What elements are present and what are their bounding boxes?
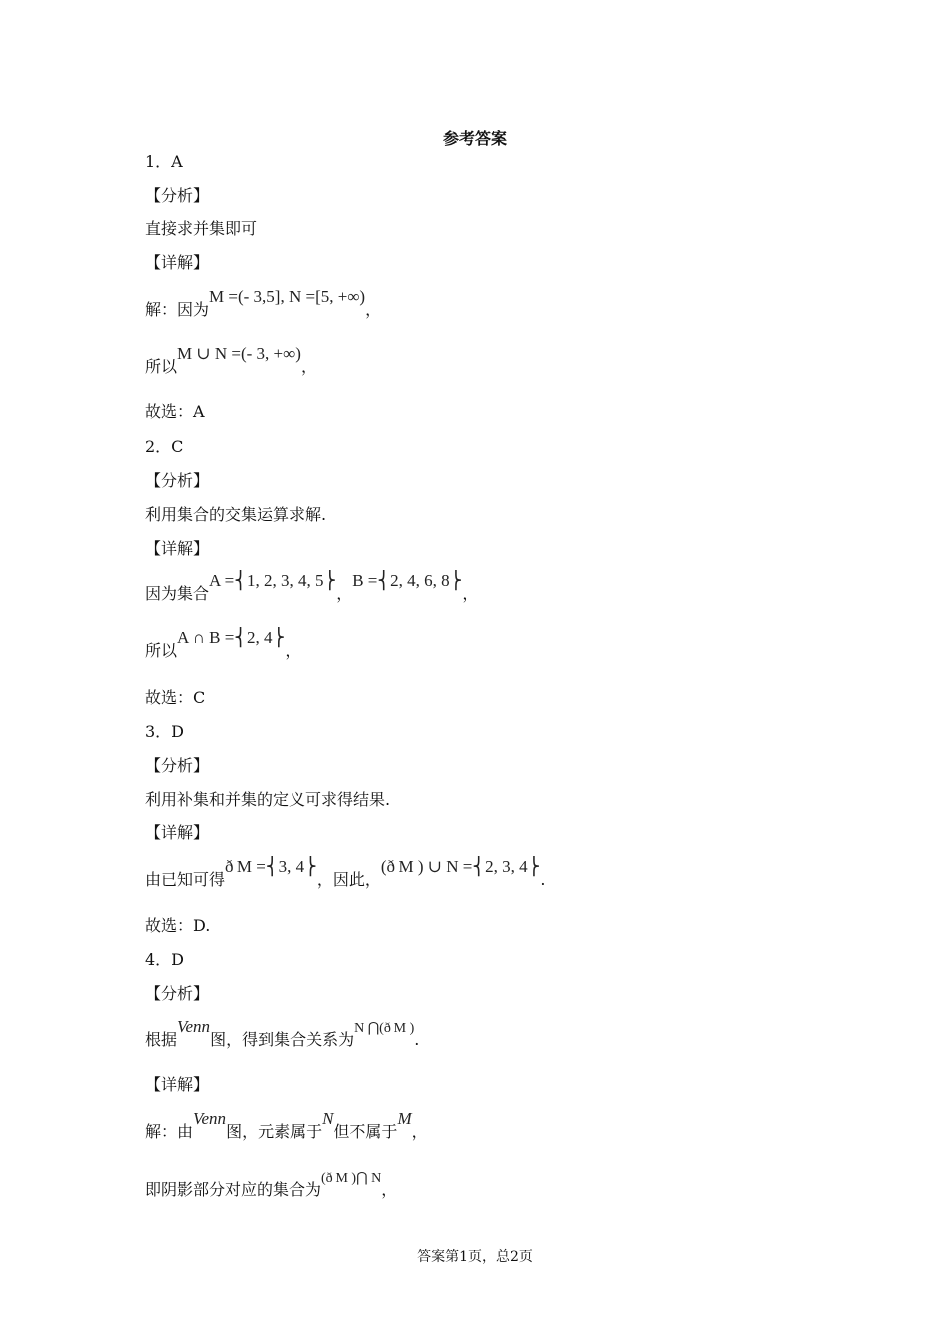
q4-detail-line1 [145, 1109, 428, 1142]
q3-l1-suffix: . [540, 870, 546, 889]
q1-detail-line1 [145, 287, 382, 320]
q4-l1-suffix: ， [411, 1122, 428, 1141]
q1-l2-suffix: ， [300, 357, 317, 376]
q4-analysis-head: 【分析】 [145, 984, 210, 1003]
q3-l1-mid: ，因此， [316, 870, 381, 889]
q2-l2-suffix: ， [285, 641, 302, 660]
q3-analysis: 利用补集和并集的定义可求得结果. [145, 790, 391, 809]
q2-answer: 2．C [145, 437, 184, 456]
q3-answer: 3．D [145, 722, 185, 741]
q3-l1-prefix: 由已知可得 [145, 870, 226, 889]
q2-detail-line1 [145, 571, 479, 604]
q1-detail-head: 【详解】 [145, 253, 210, 272]
q4-analysis-prefix: 根据 [145, 1030, 178, 1049]
q1-l1-suffix: ， [365, 300, 382, 319]
q2-detail-head: 【详解】 [145, 539, 210, 558]
q4-l1-mid1: 图，元素属于 [226, 1122, 323, 1141]
q1-l1-prefix: 解：因为 [145, 300, 210, 319]
q2-l1-math-b: B =⎨2, 4, 6, 8⎬ [352, 571, 463, 590]
q4-l1-n: N [322, 1109, 334, 1128]
q1-analysis-head: 【分析】 [145, 186, 210, 205]
q2-detail-line2 [145, 628, 302, 661]
q3-conclusion: 故选：D. [145, 916, 211, 935]
page-footer: 答案第1页，总2页 [417, 1249, 533, 1265]
q2-l1-suffix: ， [462, 584, 479, 603]
q4-detail-head: 【详解】 [145, 1075, 210, 1094]
q3-detail-head: 【详解】 [145, 823, 210, 842]
q1-l1-math: M =(- 3,5], N =[5, +∞) [209, 287, 366, 306]
q2-analysis-head: 【分析】 [145, 471, 210, 490]
q4-analysis-suffix: . [414, 1030, 420, 1049]
page-title: 参考答案 [442, 129, 507, 148]
q2-l1-sep: ， [336, 584, 353, 603]
q4-l1-prefix: 解：由 [145, 1122, 194, 1141]
q4-detail-line2 [145, 1171, 398, 1202]
q4-analysis-venn: Venn [177, 1017, 211, 1036]
q4-l1-m: M [397, 1109, 412, 1128]
q1-answer: 1．A [145, 152, 183, 171]
q3-analysis-head: 【分析】 [145, 756, 210, 775]
q4-analysis-mid: 图，得到集合关系为 [210, 1030, 355, 1049]
q1-l2-prefix: 所以 [145, 357, 178, 376]
q4-l1-mid2: 但不属于 [333, 1122, 398, 1141]
q2-conclusion: 故选：C [145, 688, 206, 707]
q2-l1-math-a: A =⎨1, 2, 3, 4, 5⎬ [209, 571, 337, 590]
q4-l1-venn: Venn [193, 1109, 227, 1128]
q1-analysis: 直接求并集即可 [145, 219, 258, 238]
q3-detail-line1 [145, 857, 546, 890]
q1-l2-math: M ∪ N =(- 3, +∞) [177, 344, 301, 363]
q1-conclusion: 故选：A [145, 402, 205, 421]
q2-l2-math: A ∩ B =⎨2, 4⎬ [177, 628, 286, 647]
q4-answer: 4．D [145, 950, 185, 969]
q4-l2-math: (ð M )⋂ N [321, 1171, 382, 1186]
q2-l1-prefix: 因为集合 [145, 584, 210, 603]
q4-analysis [145, 1017, 420, 1052]
q2-analysis: 利用集合的交集运算求解. [145, 505, 327, 524]
q4-l2-prefix: 即阴影部分对应的集合为 [145, 1180, 322, 1199]
q2-l2-prefix: 所以 [145, 641, 178, 660]
q3-l1-math-a: ð M =⎨3, 4⎬ [225, 857, 317, 876]
q3-l1-math-b: (ð M ) ∪ N =⎨2, 3, 4⎬ [380, 857, 541, 876]
q4-l2-suffix: ， [381, 1180, 398, 1199]
q1-detail-line2 [145, 344, 317, 377]
q4-analysis-math: N ⋂(ð M ) [354, 1021, 415, 1036]
